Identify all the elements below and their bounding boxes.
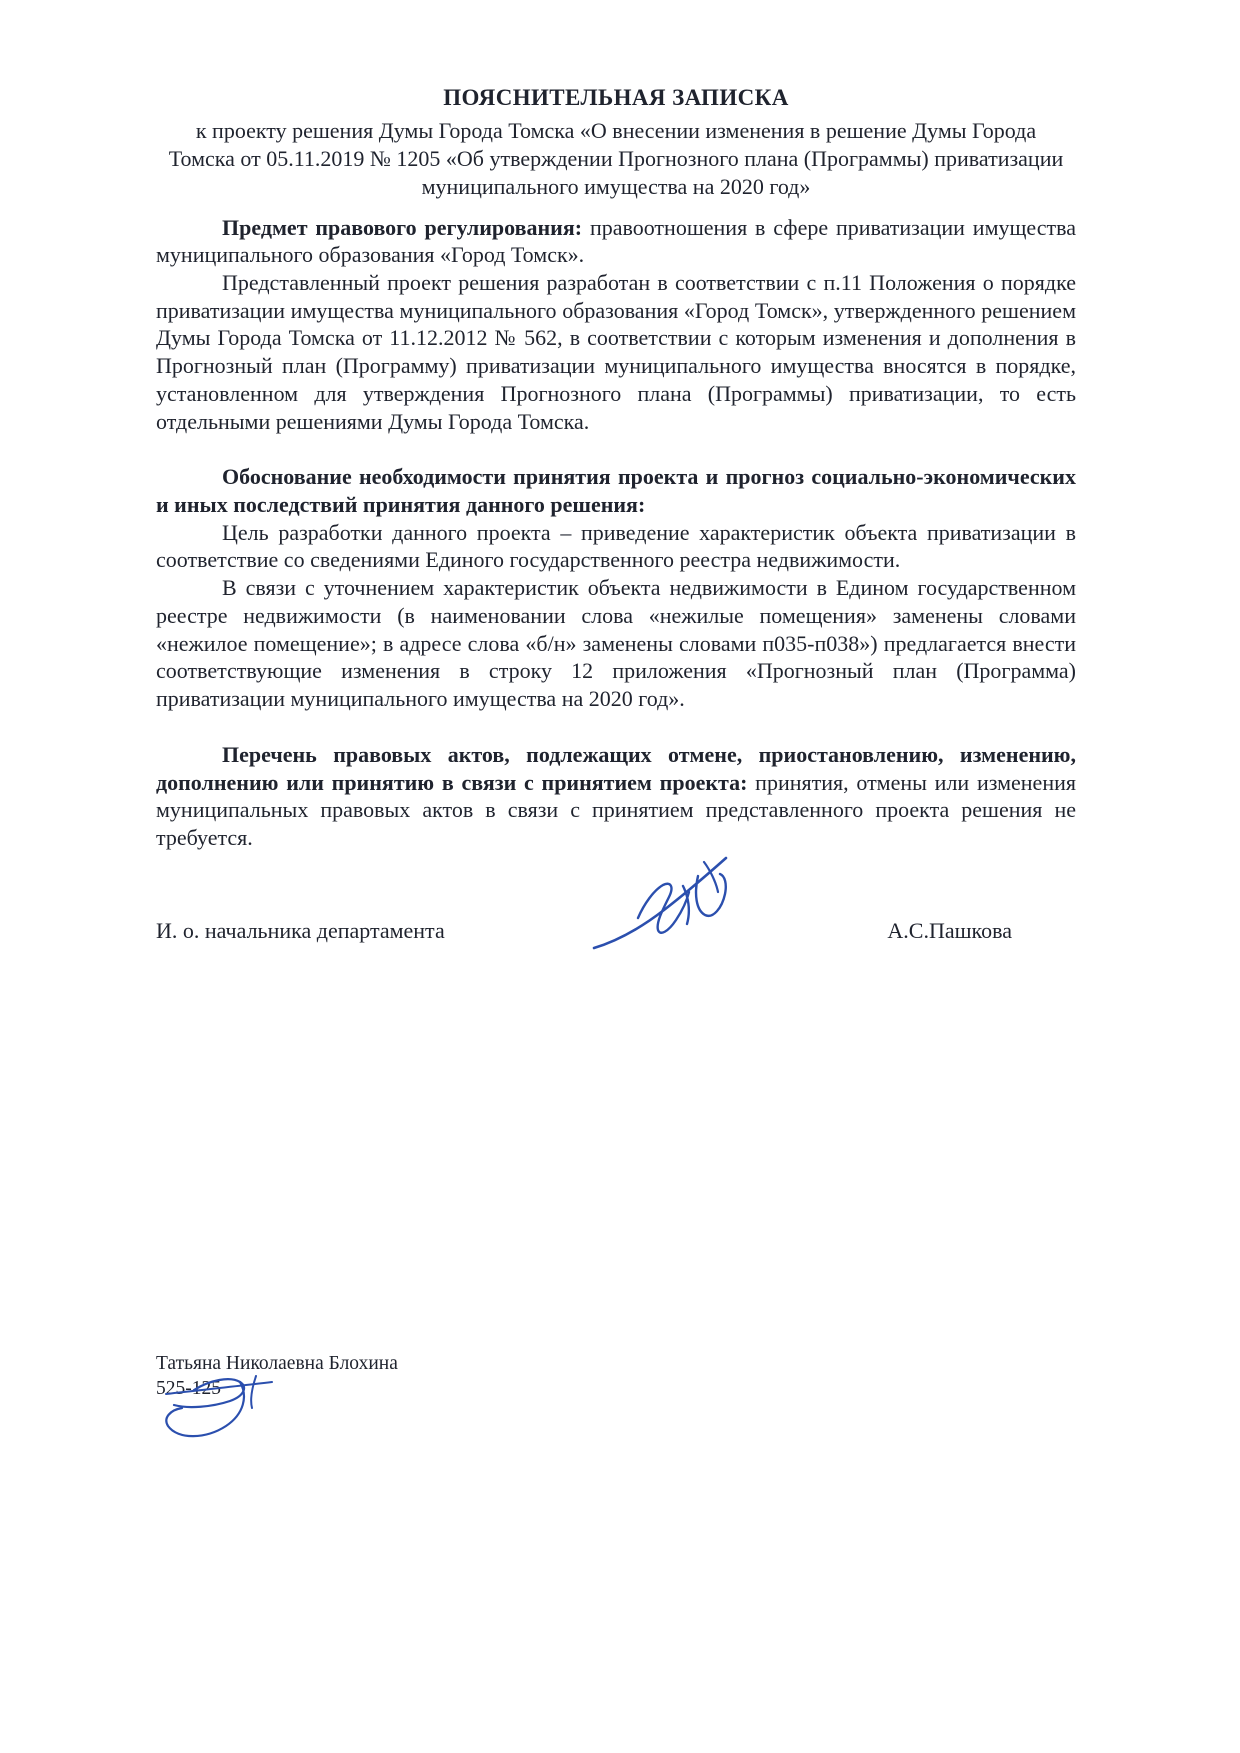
document-subtitle: к проекту решения Думы Города Томска «О внесении изменения в решение Думы Города Томска от 05.11.2019 № 1205 «Об утверждении Прогнозного плана (Программы) приватизации муниципального имущества на 2020 год» xyxy=(168,117,1064,199)
paragraph-lead-bold: Предмет правового регулирования: xyxy=(222,214,583,240)
paragraph-text: принятия, отмены или изменения муниципальных правовых актов в связи с принятием представленного проекта решения не требуется. xyxy=(156,769,1076,850)
paragraph-text: правоотношения в сфере приватизации имущества муниципального образования «Город Томск». xyxy=(156,214,1076,268)
paragraph-section-heading xyxy=(156,463,1076,518)
document-body xyxy=(156,214,1076,852)
paragraph xyxy=(156,519,1076,574)
executor-name: Татьяна Николаевна Блохина xyxy=(156,1353,398,1374)
paragraph xyxy=(156,741,1076,852)
paragraph xyxy=(156,269,1076,435)
paragraph xyxy=(156,574,1076,713)
signatory-position-label: И. о. начальника департамента xyxy=(156,917,445,943)
paragraph-text: Представленный проект решения разработан в соответствии с п.11 Положения о порядке приватизации имущества муниципального образования «Город Томск», утвержденного решением Думы Города Томска от 11.12.2012 № 562, в соответствии с которым изменения и дополнения в Прогнозный план (Программу) приватизации муниципального имущества вносятся в порядке, установленном для утверждения Прогнозного плана (Программы) приватизации, то есть отдельными решениями Думы Города Томска. xyxy=(156,270,1076,434)
executor-block xyxy=(156,1352,398,1402)
signature-ink-svg xyxy=(586,852,746,962)
signature-ink xyxy=(586,852,746,962)
paragraph-lead-bold: Перечень правовых актов, подлежащих отмене, приостановлению, изменению, дополнению или принятию в связи с принятием проекта: xyxy=(156,741,1076,795)
document-title: ПОЯСНИТЕЛЬНАЯ ЗАПИСКА xyxy=(443,85,789,110)
signature-row xyxy=(156,898,1076,944)
paragraph-text: В связи с уточнением характеристик объекта недвижимости в Едином государственном реестре недвижимости (в наименовании слова «нежилые помещения» заменены словами «нежилое помещение»; в адресе слова «б/н» заменены словами п035-п038») предлагается внести соответствующие изменения в строку 12 приложения «Прогнозный план (Программа) приватизации муниципального имущества на 2020 год». xyxy=(156,575,1076,712)
paragraph-lead-bold: Обоснование необходимости принятия проекта и прогноз социально-экономических и иных последствий принятия данного решения: xyxy=(156,464,1076,518)
paragraph xyxy=(156,214,1076,269)
executor-phone: 525-125 xyxy=(156,1377,221,1399)
signatory-name: А.С.Пашкова xyxy=(887,917,1012,943)
paragraph-text: Цель разработки данного проекта – приведение характеристик объекта приватизации в соответствие со сведениями Единого государственного реестра недвижимости. xyxy=(156,519,1076,573)
